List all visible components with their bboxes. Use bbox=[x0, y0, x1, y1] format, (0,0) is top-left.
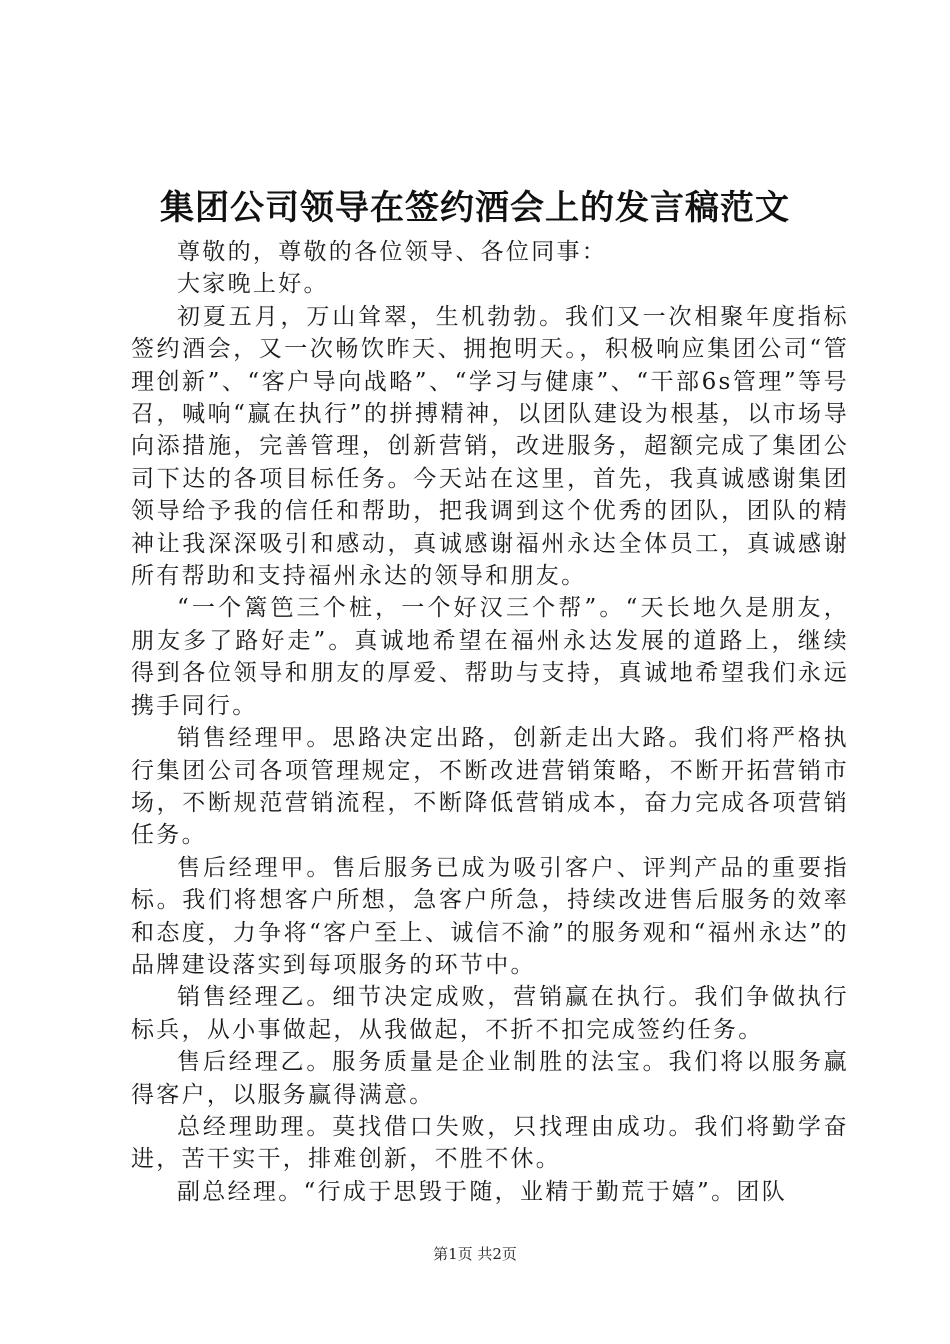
paragraph: 副总经理。“行成于思毁于随，业精于勤荒于嬉”。团队 bbox=[177, 1178, 788, 1205]
document-title: 集团公司领导在签约酒会上的发言稿范文 bbox=[160, 188, 790, 228]
paragraph: 销售经理甲。思路决定出路，创新走出大路。我们将严格执行集团公司各项管理规定，不断改进营销策略，不断开拓营销市场，不断规范营销流程，不断降低营销成本，奋力完成各项营销任务。 bbox=[131, 725, 849, 849]
paragraph: “一个篱笆三个桩，一个好汉三个帮”。“天长地久是朋友，朋友多了路好走”。真诚地希望在福州永达发展的道路上，继续得到各位领导和朋友的厚爱、帮助与支持，真诚地希望我们永远携手同行。 bbox=[131, 595, 849, 719]
page-footer: 第1页 共2页 bbox=[433, 1245, 517, 1263]
document-body bbox=[131, 236, 849, 1208]
paragraph: 售后经理甲。售后服务已成为吸引客户、评判产品的重要指标。我们将想客户所想，急客户所急，持续改进售后服务的效率和态度，力争将“客户至上、诚信不渝”的服务观和“福州永达”的品牌建设落实到每项服务的环节中。 bbox=[131, 854, 849, 978]
paragraph: 初夏五月，万山耸翠，生机勃勃。我们又一次相聚年度指标签约酒会，又一次畅饮昨天、拥抱明天。，积极响应集团公司“管理创新”、“客户导向战略”、“学习与健康”、“干部6s管理”等号召，喊响“赢在执行”的拼搏精神，以团队建设为根基，以市场导向添措施，完善管理，创新营销，改进服务，超额完成了集团公司下达的各项目标任务。今天站在这里，首先，我真诚感谢集团领导给予我的信任和帮助，把我调到这个优秀的团队，团队的精神让我深深吸引和感动，真诚感谢福州永达全体员工，真诚感谢所有帮助和支持福州永达的领导和朋友。 bbox=[131, 303, 849, 590]
paragraph-greeting: 大家晚上好。 bbox=[177, 271, 329, 298]
paragraph: 总经理助理。莫找借口失败，只找理由成功。我们将勤学奋进，苦干实干，排难创新，不胜不休。 bbox=[131, 1113, 849, 1173]
paragraph: 售后经理乙。服务质量是企业制胜的法宝。我们将以服务赢得客户，以服务赢得满意。 bbox=[131, 1049, 849, 1108]
paragraph: 销售经理乙。细节决定成败，营销赢在执行。我们争做执行标兵，从小事做起，从我做起，不折不扣完成签约任务。 bbox=[131, 984, 849, 1043]
paragraph-salutation: 尊敬的，尊敬的各位领导、各位同事： bbox=[177, 239, 608, 265]
